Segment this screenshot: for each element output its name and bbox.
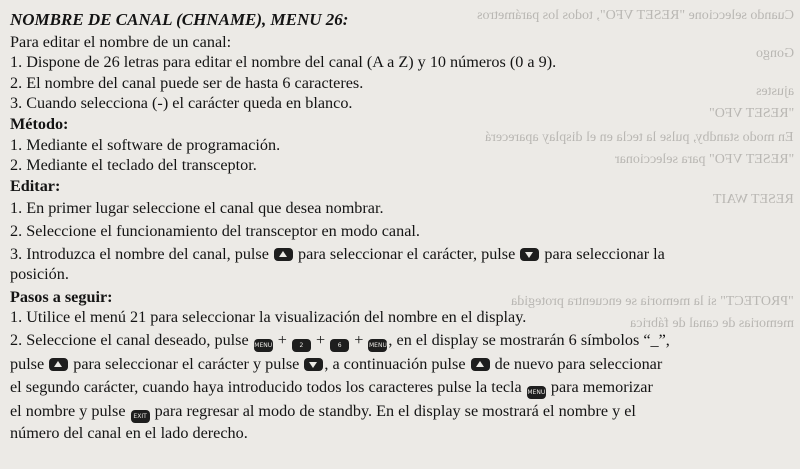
editar-text: posición. [10,265,69,284]
editar-text: para seleccionar el carácter, pulse [298,244,516,263]
pasos-text: para regresar al modo de standby. En el display se mostrará el nombre y el [154,401,636,420]
pasos-text: para seleccionar el carácter y pulse [73,354,300,373]
editar-text: para seleccionar la [544,244,665,263]
pasos-text: para memorizar [550,377,653,396]
menu-key-icon: MENU [527,386,546,399]
editar-item: 2. Seleccione el funcionamiento del transceptor en modo canal. [10,221,420,240]
menu-key-icon: MENU [254,339,273,352]
pasos-line [10,354,794,375]
feature-item: 2. El nombre del canal puede ser de hasta 6 caracteres. [10,73,364,92]
pasos-line [10,401,794,423]
editar-text: 3. Introduzca el nombre del canal, pulse [10,244,269,263]
plus-sign: + [316,330,326,349]
pasos-heading: Pasos a seguir: [10,287,113,306]
exit-key-icon: EXIT [131,410,150,423]
up-key-icon [274,248,293,261]
up-key-icon [471,358,490,371]
pasos-text: 2. Seleccione el canal deseado, pulse [10,330,249,349]
down-key-icon [520,248,539,261]
key-6-icon: 6 [330,339,349,352]
feature-item: 3. Cuando selecciona (-) el carácter queda en blanco. [10,94,353,113]
editar-item: 1. En primer lugar seleccione el canal que desea nombrar. [10,199,384,218]
metodo-heading: Método: [10,114,69,133]
pasos-text: el segundo carácter, cuando haya introducido todos los caracteres pulse la tecla [10,377,522,396]
bleed-line: En modo standby, pulse la tecla en el display aparecerá [485,130,794,145]
plus-sign: + [354,330,364,349]
intro-text: Para editar el nombre de un canal: [10,32,232,51]
pasos-text: , a continuación pulse [324,354,466,373]
bleed-line: RESET WAIT [713,192,794,207]
metodo-item: 1. Mediante el software de programación. [10,135,281,154]
bleed-line: "RESET VFO" [708,106,794,121]
pasos-item-2 [10,330,794,352]
section-title: NOMBRE DE CANAL (CHNAME), MENU 26: [10,10,349,29]
bleed-line: "RESET VFO" para seleccionar [614,152,794,167]
metodo-item: 2. Mediante el teclado del transceptor. [10,156,257,175]
pasos-text: número del canal en el lado derecho. [10,423,248,442]
editar-heading: Editar: [10,176,61,195]
up-key-icon [49,358,68,371]
key-2-icon: 2 [292,339,311,352]
pasos-text: pulse [10,354,45,373]
plus-sign: + [277,330,287,349]
menu-key-icon: MENU [368,339,387,352]
bleed-line: "PROTECT" si la memoria se encuentra protegida [511,294,794,309]
pasos-item: 1. Utilice el menú 21 para seleccionar la visualización del nombre en el display. [10,308,527,327]
manual-page [10,10,794,443]
bleed-line: ajustes [755,84,794,99]
editar-item-3 [10,244,794,265]
feature-item: 1. Dispone de 26 letras para editar el nombre del canal (A a Z) y 10 números (0 a 9). [10,53,557,72]
down-key-icon [304,358,323,371]
bleed-line: Gongo [755,46,794,61]
pasos-line [10,377,794,399]
pasos-text: de nuevo para seleccionar [494,354,663,373]
bleed-line: Cuando seleccione "RESET VFO", todos los parámetros [477,8,794,23]
pasos-text: el nombre y pulse [10,401,126,420]
bleed-line: memorias de canal de fábrica [629,316,794,331]
pasos-text: , en el display se mostrarán 6 símbolos “_”, [388,330,670,349]
